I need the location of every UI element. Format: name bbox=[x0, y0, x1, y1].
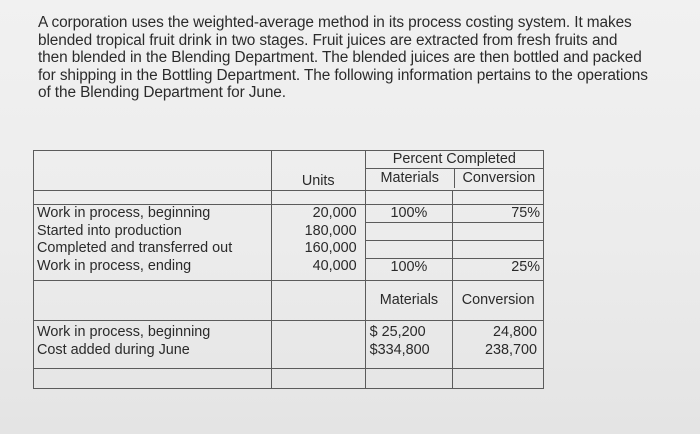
units-value: 160,000 bbox=[304, 240, 357, 256]
row-label: Cost added during June bbox=[37, 341, 190, 358]
row-label: Work in process, ending bbox=[37, 257, 192, 274]
cost-header-row bbox=[34, 281, 544, 321]
cost-block-row bbox=[34, 321, 544, 369]
blending-department-table bbox=[33, 150, 544, 389]
materials-pct-cell bbox=[365, 205, 453, 281]
units-value: 20,000 bbox=[312, 205, 357, 221]
table-header-row bbox=[34, 151, 544, 191]
header-materials: Materials bbox=[366, 169, 455, 188]
units-block-row bbox=[34, 205, 544, 281]
intro-line: A corporation uses the weighted-average method in its process costing system. It makes bbox=[38, 14, 632, 31]
materials-pct-value: 100% bbox=[390, 259, 428, 275]
cost-header-conversion: Conversion bbox=[453, 281, 544, 321]
cost-materials-value: $334,800 bbox=[369, 341, 430, 358]
cost-conversion-cell bbox=[453, 321, 544, 369]
conversion-pct-cell bbox=[453, 205, 544, 281]
units-value: 180,000 bbox=[304, 222, 357, 239]
cost-header-materials: Materials bbox=[365, 281, 453, 321]
materials-pct-value: 100% bbox=[366, 205, 453, 223]
header-blank-cell bbox=[34, 151, 272, 191]
units-labels-cell bbox=[34, 205, 272, 281]
conversion-pct-value: 75% bbox=[453, 205, 543, 223]
problem-statement bbox=[38, 14, 698, 102]
spacer-row bbox=[34, 191, 544, 205]
row-label: Completed and transferred out bbox=[37, 240, 233, 256]
cost-conversion-value: 238,700 bbox=[484, 341, 537, 358]
cost-materials-value: $ 25,200 bbox=[369, 324, 426, 340]
row-label: Started into production bbox=[37, 222, 182, 239]
intro-line: for shipping in the Bottling Department. The following information pertains to the operations bbox=[38, 66, 648, 84]
header-percent-subcolumns bbox=[366, 169, 543, 188]
intro-line: then blended in the Blending Department. The blended juices are then bottled and packed bbox=[38, 49, 642, 67]
cost-labels-cell bbox=[34, 321, 272, 369]
units-value: 40,000 bbox=[312, 257, 357, 274]
intro-line: blended tropical fruit drink in two stages. Fruit juices are extracted from fresh fruits and bbox=[38, 31, 618, 49]
header-units: Units bbox=[271, 151, 365, 191]
header-conversion: Conversion bbox=[462, 170, 536, 186]
header-percent-completed-group bbox=[365, 151, 543, 191]
row-label: Work in process, beginning bbox=[37, 324, 211, 340]
conversion-pct-value: 25% bbox=[511, 259, 540, 275]
cost-materials-cell bbox=[365, 321, 453, 369]
header-percent-completed: Percent Completed bbox=[366, 151, 543, 169]
row-label: Work in process, beginning bbox=[37, 205, 211, 221]
units-values-cell bbox=[271, 205, 365, 281]
intro-line: of the Blending Department for June. bbox=[38, 84, 286, 102]
bottom-row bbox=[34, 369, 544, 389]
cost-conversion-value: 24,800 bbox=[492, 324, 537, 340]
